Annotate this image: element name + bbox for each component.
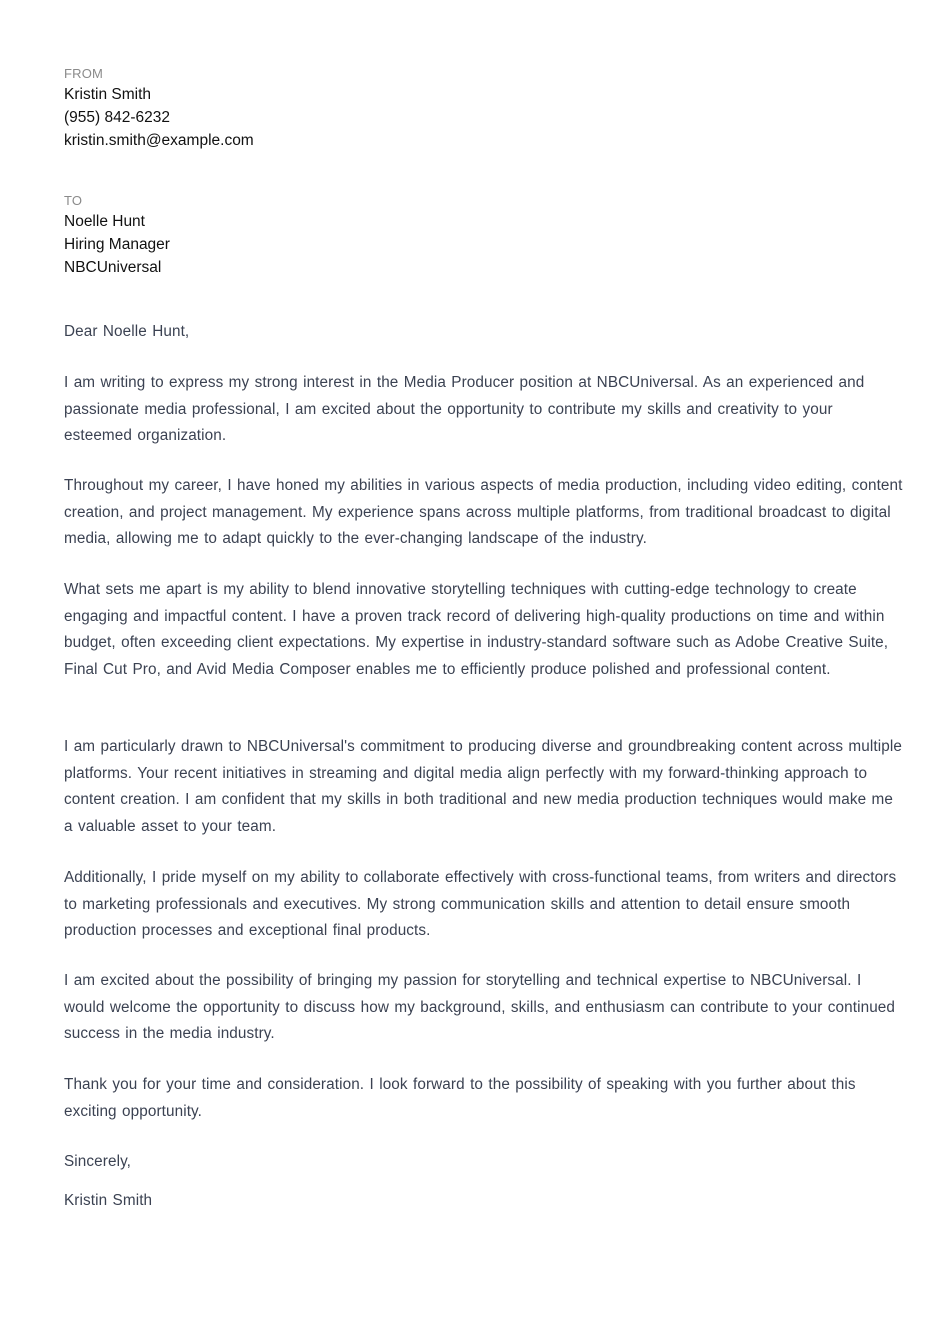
sender-name: Kristin Smith [64, 86, 151, 103]
sender-email: kristin.smith@example.com [64, 132, 254, 149]
recipient-company: NBCUniversal [64, 259, 162, 276]
paragraph: I am excited about the possibility of bringing my passion for storytelling and technical expertise to NBCUniversal. I would welcome the opportunity to discuss how my background, skills, and enthusiasm can contribute to your continued success in the media industry. [64, 972, 896, 1043]
paragraph: Thank you for your time and consideration. I look forward to the possibility of speaking with you further about this exciting opportunity. [64, 1076, 856, 1120]
closing: Sincerely, [64, 1153, 132, 1170]
paragraph: What sets me apart is my ability to blend innovative storytelling techniques with cutting-edge technology to create engaging and impactful content. I have a proven track record of delivering high-quality productions on time and within budget, often exceeding client expectations. My expertise in industry-standard software such as Adobe Creative Suite, Final Cut Pro, and Avid Media Composer enables me to efficiently produce polished and professional content. [64, 581, 889, 679]
salutation: Dear Noelle Hunt, [64, 323, 190, 340]
sender-phone: (955) 842-6232 [64, 109, 170, 126]
to-label: TO [64, 193, 83, 208]
paragraph: Additionally, I pride myself on my ability to collaborate effectively with cross-functional teams, from writers and directors to marketing professionals and executives. My strong communication skills and attention to detail ensure smooth production processes and exceptional final products. [64, 869, 897, 940]
from-label: FROM [64, 66, 104, 81]
recipient-title: Hiring Manager [64, 236, 170, 253]
recipient-name: Noelle Hunt [64, 213, 145, 230]
paragraph: I am particularly drawn to NBCUniversal's commitment to producing diverse and groundbreaking content across multiple platforms. Your recent initiatives in streaming and digital media align perfectly with my forward-thinking approach to content creation. I am confident that my skills in both traditional and new media production techniques would make me a valuable asset to your team. [64, 738, 902, 836]
paragraph: I am writing to express my strong interest in the Media Producer position at NBCUniversal. As an experienced and passionate media professional, I am excited about the opportunity to contribute my skills and creativity to your esteemed organization. [64, 374, 865, 445]
paragraph: Throughout my career, I have honed my abilities in various aspects of media production, including video editing, content creation, and project management. My experience spans across multiple platforms, from traditional broadcast to digital media, allowing me to adapt quickly to the ever-changing landscape of the industry. [64, 477, 903, 548]
signature: Kristin Smith [64, 1192, 153, 1209]
